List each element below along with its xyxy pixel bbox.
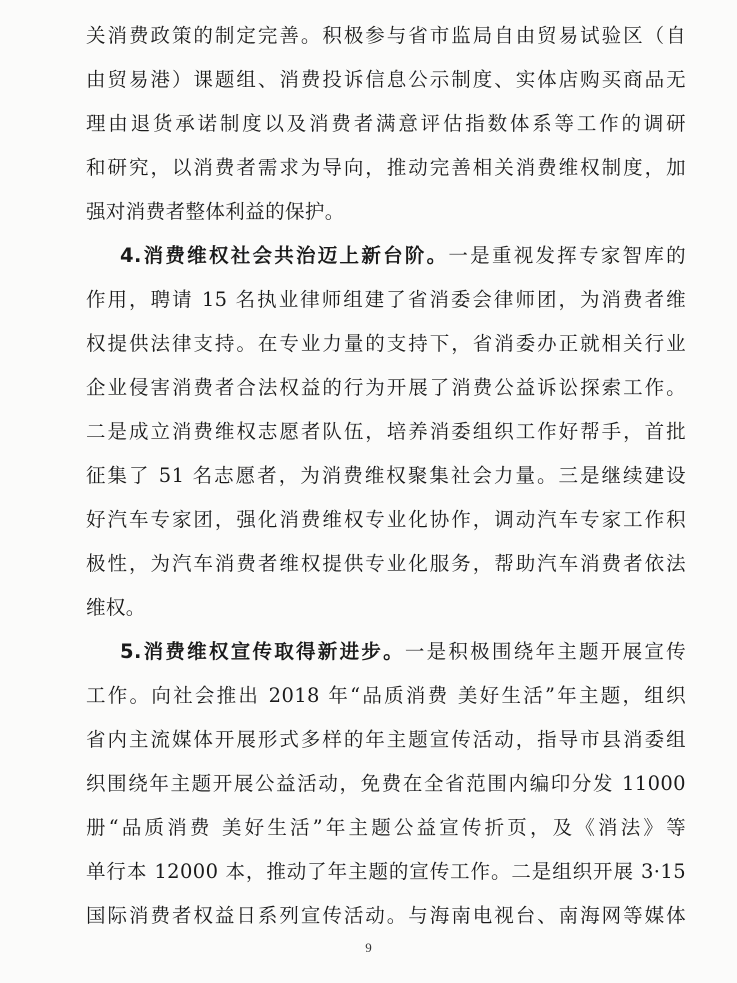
text-line: 企业侵害消费者合法权益的行为开展了消费公益诉讼探索工作。 [86,376,686,399]
text-line: 二是成立消费维权志愿者队伍，培养消委组织工作好帮手，首批 [86,420,686,443]
text-line: 征集了 51 名志愿者，为消费维权聚集社会力量。三是继续建设 [86,464,686,487]
section-4-paragraph [86,234,686,630]
section-first-line [86,630,686,674]
text-line: 权提供法律支持。在专业力量的支持下，省消委办正就相关行业 [86,332,686,355]
body-text [86,14,686,938]
section-first-line [86,234,686,278]
text-span: 一是重视发挥专家智库的 [448,244,686,267]
text-line: 关消费政策的制定完善。积极参与省市监局自由贸易试验区（自 [86,24,686,47]
text-line: 极性，为汽车消费者维权提供专业化服务，帮助汽车消费者依法 [86,552,686,575]
text-line: 织围绕年主题开展公益活动，免费在全省范围内编印分发 11000 [86,772,686,795]
text-line: 作用，聘请 15 名执业律师组建了省消委会律师团，为消费者维 [86,288,686,311]
text-line: 册“品质消费 美好生活”年主题公益宣传折页，及《消法》等 [86,816,686,839]
text-line: 省内主流媒体开展形式多样的年主题宣传活动，指导市县消委组 [86,728,686,751]
section-5-paragraph [86,630,686,938]
section-5-heading: 5.消费维权宣传取得新进步。 [120,640,405,663]
page-number: 9 [365,940,372,955]
text-line: 国际消费者权益日系列宣传活动。与海南电视台、南海网等媒体 [86,904,686,927]
text-line: 好汽车专家团，强化消费维权专业化协作，调动汽车专家工作积 [86,508,686,531]
paragraph-continuation [86,14,686,234]
section-4-heading: 4.消费维权社会共治迈上新台阶。 [120,244,449,267]
text-line: 工作。向社会推出 2018 年“品质消费 美好生活”年主题，组织 [86,684,686,707]
text-line: 维权。 [86,596,146,619]
text-line: 和研究，以消费者需求为导向，推动完善相关消费维权制度，加 [86,156,686,179]
text-line: 单行本 12000 本，推动了年主题的宣传工作。二是组织开展 3·15 [86,860,686,883]
text-line: 由贸易港）课题组、消费投诉信息公示制度、实体店购买商品无 [86,68,686,91]
text-line: 强对消费者整体利益的保护。 [86,200,345,223]
text-line: 理由退货承诺制度以及消费者满意评估指数体系等工作的调研 [86,112,686,135]
text-span: 一是积极围绕年主题开展宣传 [404,640,687,663]
